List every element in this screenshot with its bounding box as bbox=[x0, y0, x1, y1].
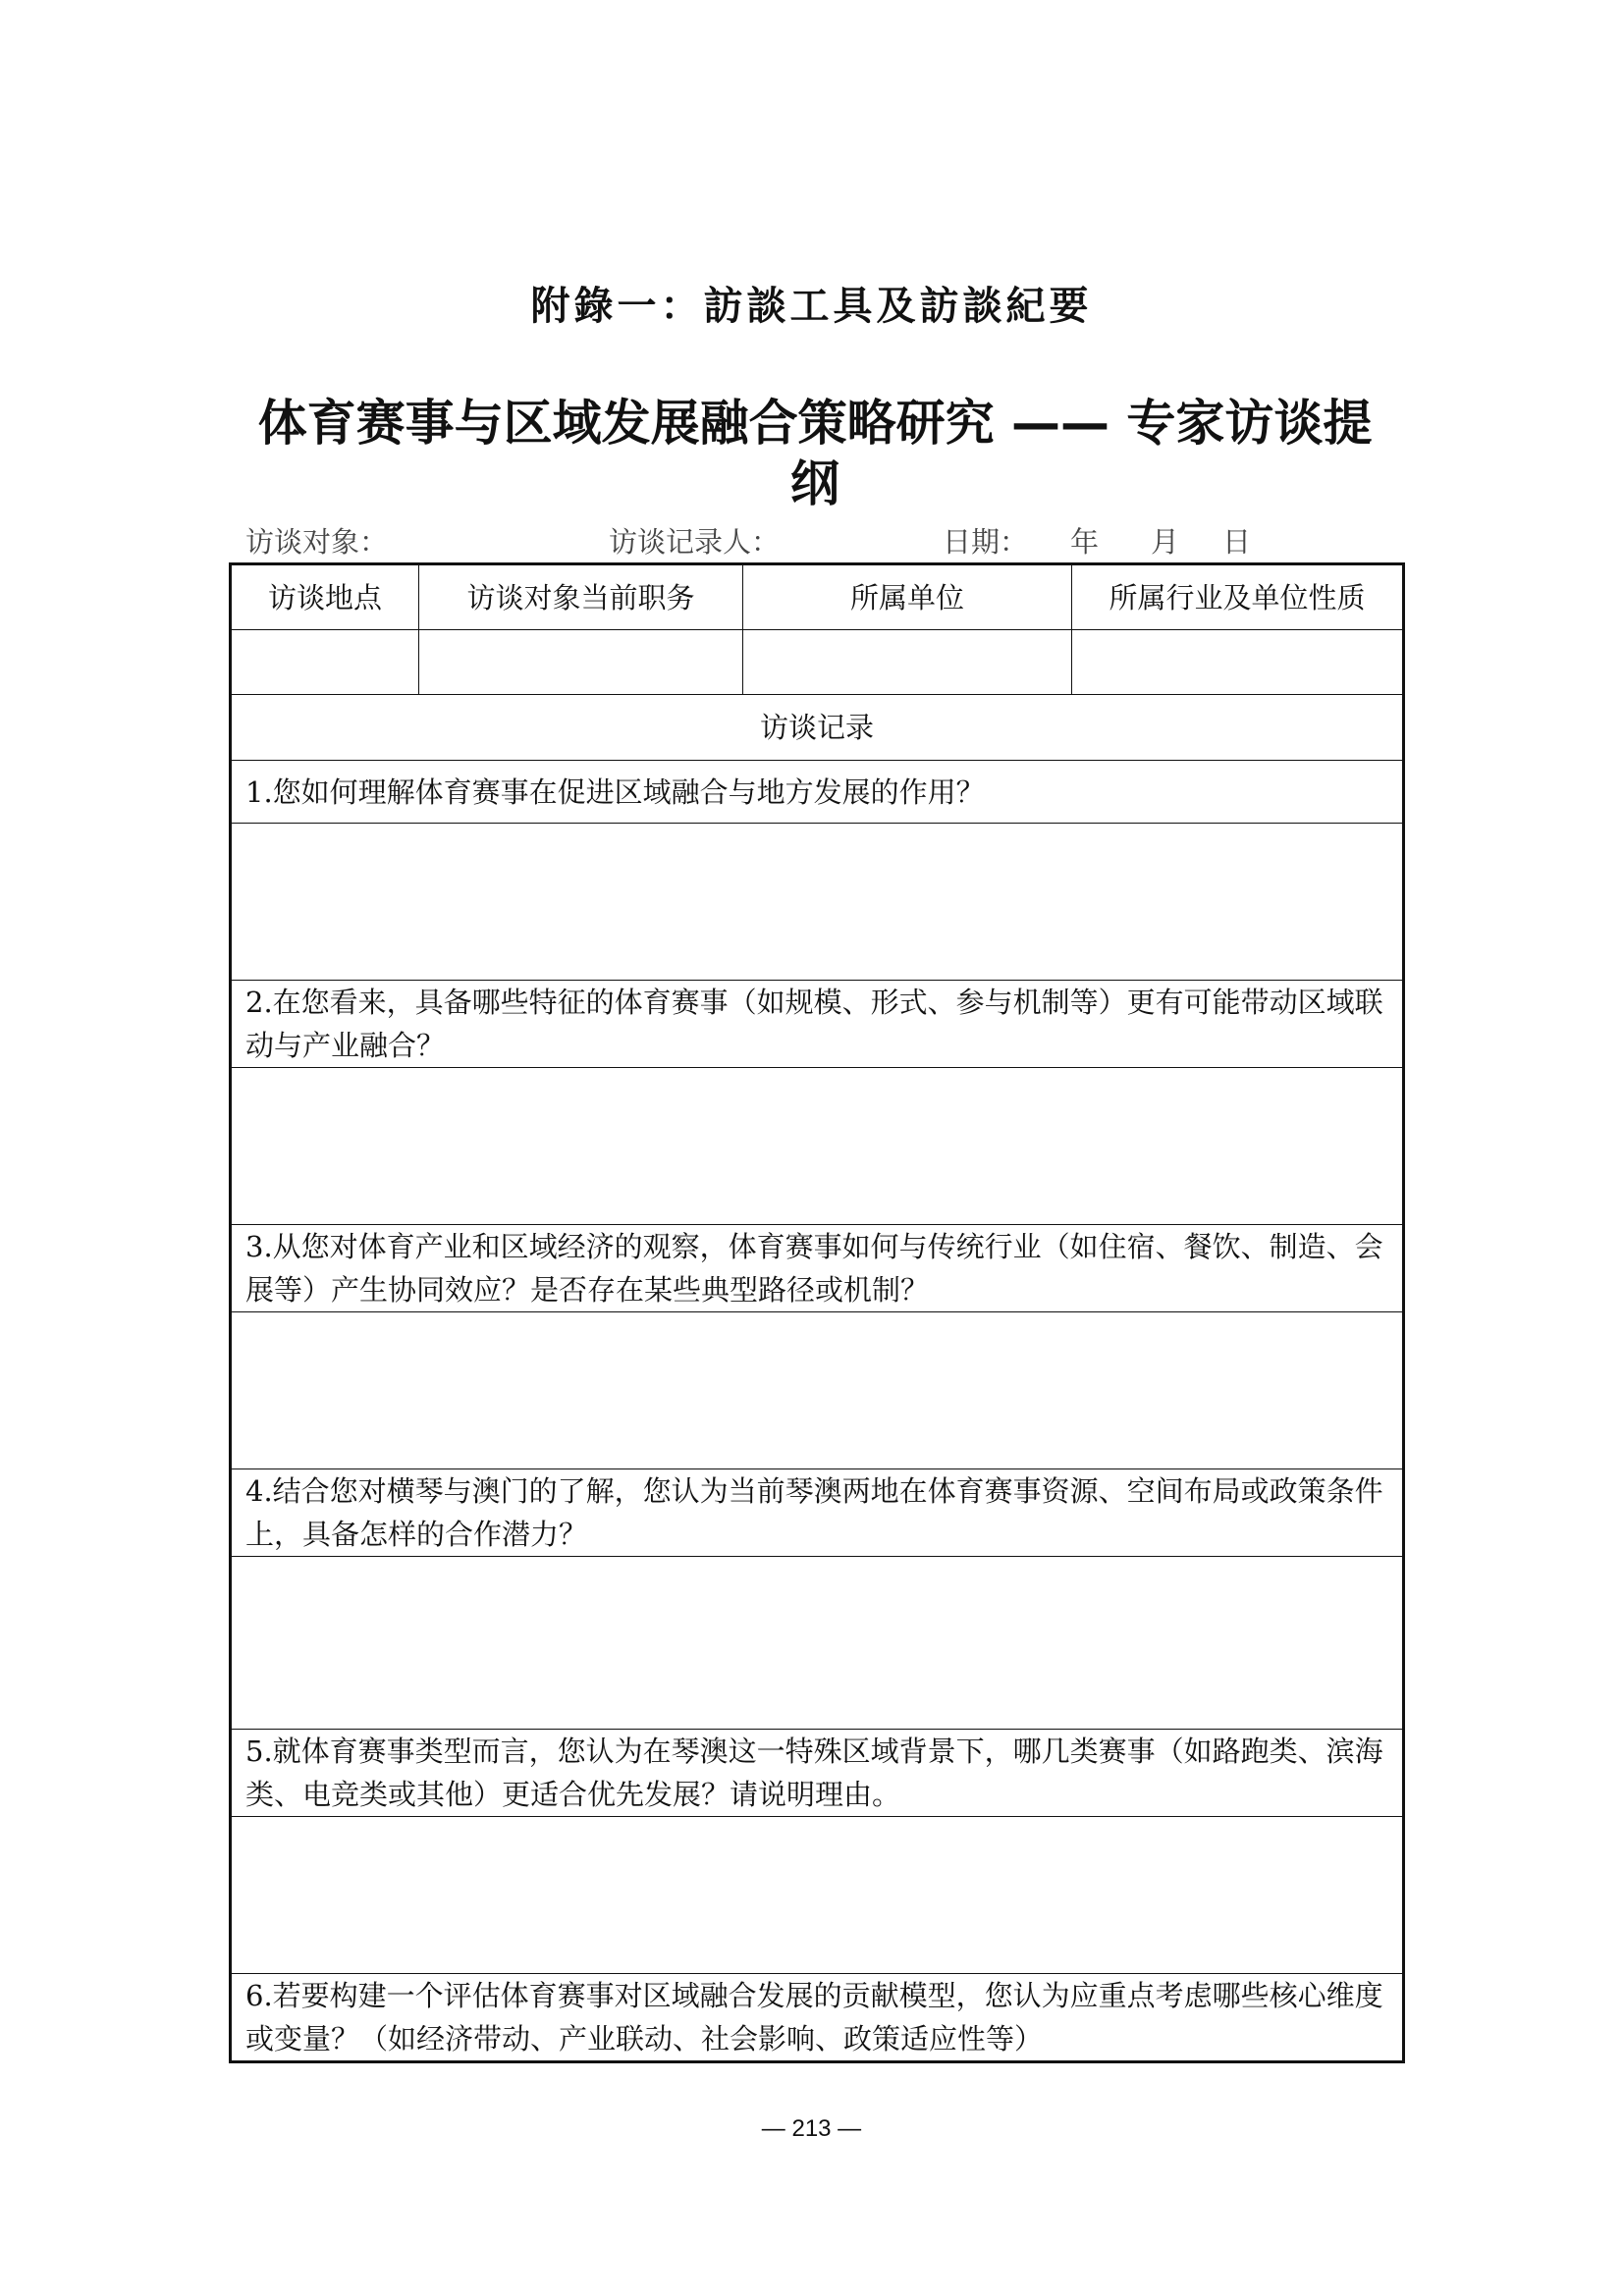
answer-4[interactable] bbox=[231, 1557, 1404, 1730]
question-1: 1.您如何理解体育赛事在促进区域融合与地方发展的作用？ bbox=[231, 761, 1404, 824]
position-field[interactable] bbox=[419, 630, 743, 695]
organization-field[interactable] bbox=[743, 630, 1072, 695]
question-5: 5.就体育赛事类型而言，您认为在琴澳这一特殊区域背景下，哪几类赛事（如路跑类、滨海类、电竞类或其他）更适合优先发展？请说明理由。 bbox=[231, 1730, 1404, 1817]
answer-2[interactable] bbox=[231, 1068, 1404, 1225]
date-label: 日期： bbox=[943, 525, 1029, 559]
recorder-label: 访谈记录人： bbox=[609, 525, 781, 559]
page-title: 体育赛事与区域发展融合策略研究 —— 专家访谈提纲 bbox=[257, 395, 1373, 512]
appendix-heading: 附錄一：訪談工具及訪談紀要 bbox=[530, 283, 1093, 329]
interview-table bbox=[229, 562, 1405, 2063]
header-organization: 所属单位 bbox=[743, 564, 1072, 630]
answer-3[interactable] bbox=[231, 1312, 1404, 1469]
question-2: 2.在您看来，具备哪些特征的体育赛事（如规模、形式、参与机制等）更有可能带动区域联动与产业融合？ bbox=[231, 981, 1404, 1068]
header-location: 访谈地点 bbox=[231, 564, 419, 630]
year-label: 年 bbox=[1070, 525, 1100, 559]
day-label: 日 bbox=[1222, 525, 1252, 559]
page-number: — 213 — bbox=[761, 2115, 862, 2142]
question-3: 3.从您对体育产业和区域经济的观察，体育赛事如何与传统行业（如住宿、餐饮、制造、会展等）产生协同效应？是否存在某些典型路径或机制？ bbox=[231, 1225, 1404, 1312]
header-position: 访谈对象当前职务 bbox=[419, 564, 743, 630]
meta-line bbox=[245, 520, 1404, 560]
location-field[interactable] bbox=[231, 630, 419, 695]
month-label: 月 bbox=[1151, 525, 1180, 559]
record-label: 访谈记录 bbox=[231, 695, 1404, 761]
question-4: 4.结合您对横琴与澳门的了解，您认为当前琴澳两地在体育赛事资源、空间布局或政策条件上，具备怎样的合作潜力？ bbox=[231, 1469, 1404, 1557]
answer-1[interactable] bbox=[231, 824, 1404, 981]
interviewee-label: 访谈对象： bbox=[245, 525, 389, 559]
industry-field[interactable] bbox=[1072, 630, 1404, 695]
question-6: 6.若要构建一个评估体育赛事对区域融合发展的贡献模型，您认为应重点考虑哪些核心维度或变量？（如经济带动、产业联动、社会影响、政策适应性等） bbox=[231, 1974, 1404, 2062]
answer-5[interactable] bbox=[231, 1817, 1404, 1974]
header-industry: 所属行业及单位性质 bbox=[1072, 564, 1404, 630]
